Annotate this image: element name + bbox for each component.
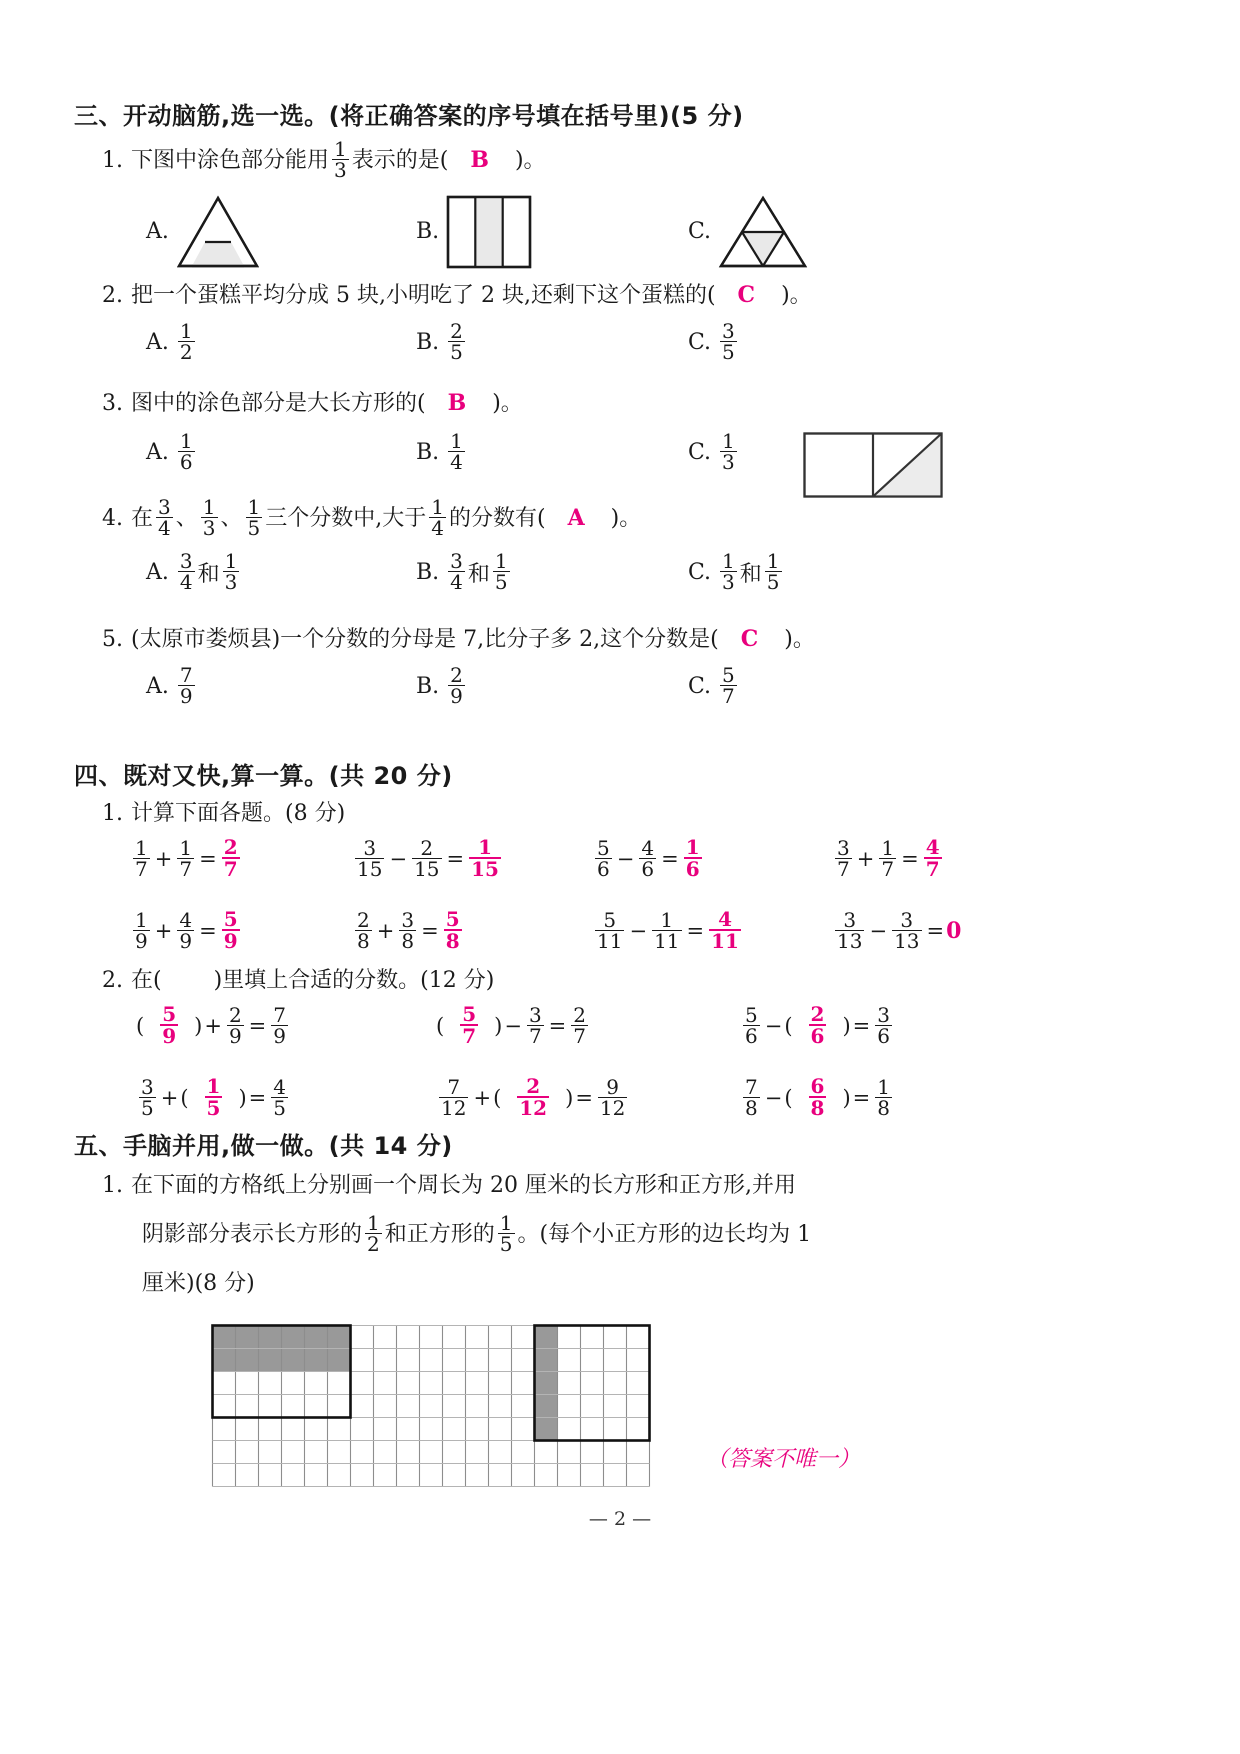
q4-option-c-fraction-1: $\frac{1}{3}$ bbox=[722, 548, 735, 595]
q4-sep-1: 、 bbox=[175, 505, 198, 531]
s4-sub1-text: 计算下面各题。(8 分) bbox=[131, 801, 346, 826]
answer-note: （答案不唯一） bbox=[706, 1447, 861, 1472]
fill-row-1 bbox=[136, 1002, 1136, 1049]
calc-item-1-1: $\frac{1}{7}$ + $\frac{1}{7}$ = $\frac{2}{7}$ bbox=[135, 835, 238, 882]
calc-answer[interactable]: $\frac{5}{9}$ bbox=[223, 907, 238, 954]
q5-option-b-fraction: $\frac{2}{9}$ bbox=[450, 662, 463, 709]
section-three-heading: 三、开动脑筋,选一选。(将正确答案的序号填在括号里)(5 分) bbox=[74, 102, 744, 130]
section3-question-4 bbox=[74, 495, 1180, 595]
q4-option-a-fraction-2: $\frac{1}{3}$ bbox=[224, 548, 238, 595]
q4-text-b: 三个分数中,大于 bbox=[265, 505, 427, 531]
s5-q1-line1: 在下面的方格纸上分别画一个周长为 20 厘米的长方形和正方形,并用 bbox=[131, 1173, 796, 1198]
q4-compare-fraction: $\frac{1}{4}$ bbox=[431, 495, 444, 541]
q4-text-c: 的分数有( bbox=[448, 505, 546, 531]
q2-option-a[interactable]: A. $\frac{1}{2}$ bbox=[146, 318, 193, 365]
section5-question-1 bbox=[74, 1170, 1180, 1300]
s5-q1-line2-b: 和正方形的 bbox=[384, 1221, 495, 1247]
q2-answer[interactable]: C bbox=[737, 282, 756, 308]
page-number: — 2 — bbox=[588, 1508, 652, 1530]
s4-sub2-text-a: 在( bbox=[131, 968, 162, 993]
fill-answer[interactable]: $\frac{1}{5}$ bbox=[206, 1074, 221, 1121]
fill-answer[interactable]: $\frac{2}{6}$ bbox=[810, 1002, 825, 1049]
q4-option-a[interactable]: A. $\frac{3}{4}$ 和 $\frac{1}{3}$ bbox=[146, 548, 238, 595]
q1-option-b[interactable]: B. bbox=[416, 194, 688, 270]
q4-answer[interactable]: A bbox=[567, 504, 585, 531]
calc-answer[interactable]: $\frac{1}{6}$ bbox=[685, 835, 700, 882]
q2-option-c[interactable]: C. $\frac{3}{5}$ bbox=[688, 318, 735, 365]
rect-two-cells-right-triangle-shaded-icon bbox=[803, 432, 943, 498]
fill-row-2 bbox=[136, 1074, 1136, 1121]
q4-list-fraction-3: $\frac{1}{5}$ bbox=[247, 495, 261, 541]
calc-answer[interactable]: $\frac{2}{7}$ bbox=[223, 835, 238, 882]
section-five-heading: 五、手脑并用,做一做。(共 14 分) bbox=[74, 1132, 453, 1160]
fill-item-1-1: ( $\frac{5}{9}$ ) + $\frac{2}{9}$ = $\frac{7}{9}$ bbox=[136, 1002, 287, 1049]
q5-option-a[interactable]: A. $\frac{7}{9}$ bbox=[146, 662, 193, 709]
q4-number: 4. bbox=[102, 505, 123, 531]
q3-option-c[interactable]: C. $\frac{1}{3}$ bbox=[688, 428, 735, 475]
calc-item-2-2: $\frac{2}{8}$ + $\frac{3}{8}$ = $\frac{5}{8}$ bbox=[357, 907, 460, 954]
q1-option-a[interactable]: A. bbox=[146, 194, 416, 270]
calc-answer[interactable]: $\frac{1}{15}$ bbox=[471, 835, 499, 882]
fill-item-2-3: $\frac{7}{8}$ − ( $\frac{6}{8}$ ) = $\frac{1}{8}$ bbox=[745, 1074, 891, 1121]
rect-3-strips-middle-shaded-icon bbox=[445, 194, 533, 270]
calc-answer[interactable]: $\frac{5}{8}$ bbox=[445, 907, 460, 954]
q1-text-b: 表示的是( bbox=[351, 147, 449, 173]
q4-text-a: 在 bbox=[131, 505, 154, 531]
section-three bbox=[74, 96, 1180, 141]
q4-option-a-fraction-1: $\frac{3}{4}$ bbox=[179, 548, 193, 595]
calc-answer[interactable]: 0 bbox=[946, 918, 962, 945]
q4-option-b-fraction-2: $\frac{1}{5}$ bbox=[494, 548, 508, 595]
q5-number: 5. bbox=[102, 627, 123, 652]
q3-option-a[interactable]: A. $\frac{1}{6}$ bbox=[146, 428, 193, 475]
q1-answer[interactable]: B bbox=[470, 146, 489, 173]
q3-option-c-fraction: $\frac{1}{3}$ bbox=[722, 428, 735, 475]
q1-option-c[interactable]: C. bbox=[688, 194, 809, 270]
calc-item-1-3: $\frac{5}{6}$ − $\frac{4}{6}$ = $\frac{1}{6}$ bbox=[597, 835, 700, 882]
q2-option-a-fraction: $\frac{1}{2}$ bbox=[179, 318, 193, 365]
q2-text-c: )。 bbox=[781, 283, 812, 308]
calc-item-2-4: $\frac{3}{13}$ − $\frac{3}{13}$ = 0 bbox=[837, 907, 962, 953]
squared-paper[interactable] bbox=[211, 1324, 651, 1488]
s5-q1-line3: 厘米)(8 分) bbox=[142, 1270, 255, 1296]
fill-item-2-1: $\frac{3}{5}$ + ( $\frac{1}{5}$ ) = $\frac{4}{5}$ bbox=[141, 1074, 287, 1121]
q1-text-a: 下图中涂色部分能用 bbox=[131, 147, 330, 173]
section3-question-2 bbox=[74, 280, 1180, 364]
calc-item-2-3: $\frac{5}{11}$ − $\frac{1}{11}$ = $\frac{4}{11}$ bbox=[597, 907, 739, 954]
calc-answer[interactable]: $\frac{4}{11}$ bbox=[711, 907, 739, 954]
q4-option-b-join: 和 bbox=[467, 562, 490, 588]
q1-fraction: $\frac{1}{3}$ bbox=[334, 137, 347, 183]
q4-option-c-fraction-2: $\frac{1}{5}$ bbox=[766, 548, 780, 595]
s5-q1-fraction-fifth: $\frac{1}{5}$ bbox=[499, 1210, 513, 1257]
section4-sub1 bbox=[74, 798, 1180, 830]
fill-answer[interactable]: $\frac{2}{12}$ bbox=[519, 1074, 548, 1121]
q5-answer[interactable]: C bbox=[740, 626, 759, 652]
q5-option-c[interactable]: C. $\frac{5}{7}$ bbox=[688, 662, 735, 709]
section-four-heading: 四、既对又快,算一算。(共 20 分) bbox=[74, 762, 453, 790]
q4-option-b[interactable]: B. $\frac{3}{4}$ 和 $\frac{1}{5}$ bbox=[416, 548, 508, 595]
section-four bbox=[74, 756, 1180, 801]
section3-question-3 bbox=[74, 388, 1180, 474]
calc-item-1-2: $\frac{3}{15}$ − $\frac{2}{15}$ = $\frac{1}{15}$ bbox=[357, 835, 499, 882]
fill-item-2-2: $\frac{7}{12}$ + ( $\frac{2}{12}$ ) = $\frac{9}{12}$ bbox=[441, 1074, 626, 1121]
s5-q1-number: 1. bbox=[102, 1173, 123, 1198]
q5-option-c-fraction: $\frac{5}{7}$ bbox=[722, 662, 735, 709]
q4-option-a-join: 和 bbox=[197, 562, 220, 588]
q4-option-c-join: 和 bbox=[739, 562, 762, 588]
q3-option-b[interactable]: B. $\frac{1}{4}$ bbox=[416, 428, 463, 475]
q4-option-c[interactable]: C. $\frac{1}{3}$ 和 $\frac{1}{5}$ bbox=[688, 548, 780, 595]
s4-sub2-number: 2. bbox=[102, 968, 123, 993]
s4-sub1-number: 1. bbox=[102, 801, 123, 826]
squared-paper-svg bbox=[211, 1324, 651, 1488]
q3-answer[interactable]: B bbox=[447, 390, 467, 416]
q2-option-b-fraction: $\frac{2}{5}$ bbox=[450, 318, 463, 365]
q5-option-b[interactable]: B. $\frac{2}{9}$ bbox=[416, 662, 463, 709]
q2-text-a: 把一个蛋糕平均分成 5 块,小明吃了 2 块,还剩下这个蛋糕的( bbox=[131, 283, 716, 308]
q3-text-c: )。 bbox=[492, 391, 523, 416]
fill-item-1-3: $\frac{5}{6}$ − ( $\frac{2}{6}$ ) = $\frac{3}{6}$ bbox=[745, 1002, 891, 1049]
q3-text-a: 图中的涂色部分是大长方形的( bbox=[131, 391, 426, 416]
calc-answer[interactable]: $\frac{4}{7}$ bbox=[925, 835, 940, 882]
q5-option-a-fraction: $\frac{7}{9}$ bbox=[179, 662, 193, 709]
q3-option-a-fraction: $\frac{1}{6}$ bbox=[179, 428, 193, 475]
fill-answer[interactable]: $\frac{6}{8}$ bbox=[810, 1074, 825, 1121]
fill-answer[interactable]: $\frac{5}{9}$ bbox=[162, 1002, 177, 1049]
q4-list-fraction-2: $\frac{1}{3}$ bbox=[202, 495, 216, 541]
calc-item-2-1: $\frac{1}{9}$ + $\frac{4}{9}$ = $\frac{5}{9}$ bbox=[135, 907, 238, 954]
fill-item-1-2: ( $\frac{5}{7}$ ) − $\frac{3}{7}$ = $\frac{2}{7}$ bbox=[436, 1002, 587, 1049]
calc-row-2 bbox=[130, 907, 1130, 954]
calc-row-1 bbox=[130, 835, 1130, 882]
section-five bbox=[74, 1126, 1180, 1171]
q4-text-d: )。 bbox=[610, 505, 642, 531]
section4-sub2 bbox=[74, 965, 1180, 997]
fill-answer[interactable]: $\frac{5}{7}$ bbox=[462, 1002, 477, 1049]
q2-option-c-fraction: $\frac{3}{5}$ bbox=[722, 318, 735, 365]
q4-list-fraction-1: $\frac{3}{4}$ bbox=[158, 495, 171, 541]
q2-number: 2. bbox=[102, 283, 123, 308]
q3-number: 3. bbox=[102, 391, 123, 416]
q1-number: 1. bbox=[102, 147, 123, 173]
s5-q1-fraction-half: $\frac{1}{2}$ bbox=[367, 1210, 380, 1257]
triangle-4-parts-center-shaded-icon bbox=[717, 194, 809, 270]
s5-q1-line2-c: 。(每个小正方形的边长均为 1 bbox=[517, 1221, 812, 1247]
q4-sep-2: 、 bbox=[220, 505, 243, 531]
q5-text-c: )。 bbox=[784, 627, 815, 652]
q3-figure bbox=[803, 432, 943, 498]
q1-text-c: )。 bbox=[514, 147, 546, 173]
s5-q1-line2-a: 阴影部分表示长方形的 bbox=[142, 1221, 363, 1247]
triangle-3-bands-middle-shaded-icon bbox=[175, 194, 261, 270]
section3-question-1 bbox=[74, 137, 1180, 270]
q5-text-a: (太原市娄烦县)一个分数的分母是 7,比分子多 2,这个分数是( bbox=[131, 627, 719, 652]
q2-option-b[interactable]: B. $\frac{2}{5}$ bbox=[416, 318, 463, 365]
q4-option-b-fraction-1: $\frac{3}{4}$ bbox=[450, 548, 463, 595]
s4-sub2-text-b: )里填上合适的分数。(12 分) bbox=[213, 968, 495, 993]
section3-question-5 bbox=[74, 624, 1180, 708]
calc-item-1-4: $\frac{3}{7}$ + $\frac{1}{7}$ = $\frac{4}{7}$ bbox=[837, 835, 940, 882]
q3-option-b-fraction: $\frac{1}{4}$ bbox=[450, 428, 463, 475]
